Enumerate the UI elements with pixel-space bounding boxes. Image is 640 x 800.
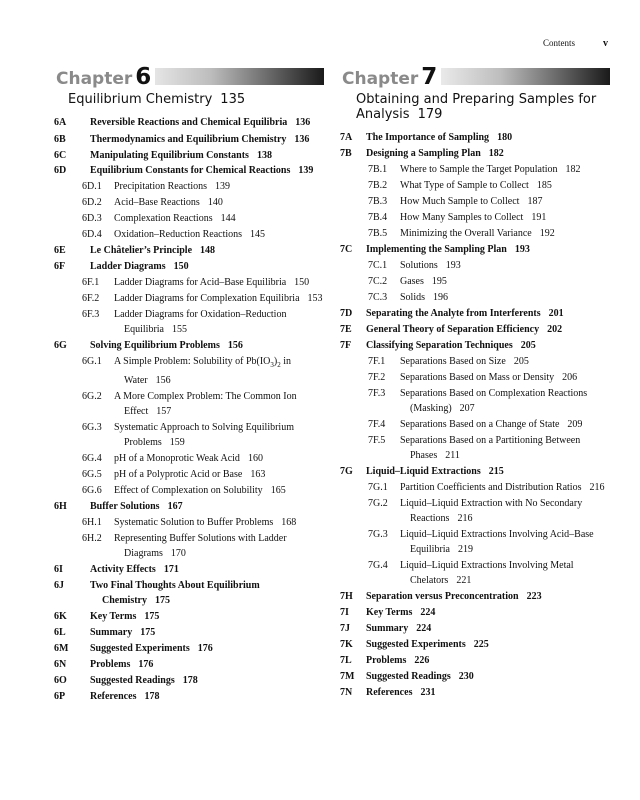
toc-entry-code: 6P [54, 691, 66, 702]
toc-entry[interactable] [56, 338, 324, 353]
toc-entry-title: Thermodynamics and Equilibrium Chemistry 136 [90, 134, 310, 145]
toc-entry-title: Activity Effects 171 [90, 564, 179, 575]
toc-entry-code: 6N [54, 659, 67, 670]
toc-entry[interactable] [56, 195, 324, 210]
toc-entry-page: 187 [527, 196, 543, 207]
toc-entry-page: 138 [256, 150, 272, 161]
toc-entry-code: 7G.4 [368, 560, 388, 571]
toc-entry-code: 6H.1 [82, 517, 102, 528]
chapter-title-text: Obtaining and Preparing Samples for Analysis [356, 92, 597, 122]
toc-entry-code: 6K [54, 611, 67, 622]
chapter-title [68, 92, 324, 107]
toc-entry-page: 180 [497, 132, 513, 143]
toc-entry-page: 175 [140, 627, 156, 638]
toc-entry-title: Liquid–Liquid Extractions 215 [366, 466, 504, 477]
toc-entry-title: A Simple Problem: Solubility of $Pb(IO_3)_2$ in Water 156 [114, 356, 292, 386]
toc-entry-page: 205 [513, 356, 529, 367]
toc-entry-title: Systematic Solution to Buffer Problems 168 [114, 517, 297, 528]
header-label: Contents [542, 38, 575, 48]
toc-entry-code: 7G.3 [368, 529, 388, 540]
toc-entry[interactable] [56, 625, 324, 640]
toc-entry[interactable] [342, 669, 610, 684]
toc-entry-page: 163 [250, 469, 266, 480]
toc-entry-code: 6D.3 [82, 213, 102, 224]
toc-entry-code: 6F [54, 261, 66, 272]
toc-entry[interactable] [342, 637, 610, 652]
toc-entry[interactable] [342, 464, 610, 479]
chapter-number: 7 [421, 64, 438, 90]
toc-entry-code: 6O [54, 675, 67, 686]
toc-entry-title: What Type of Sample to Collect 185 [400, 180, 552, 191]
toc-entry-title: Complexation Reactions 144 [114, 213, 236, 224]
toc-entry-code: 6L [54, 627, 66, 638]
toc-entry-page: 221 [456, 575, 472, 586]
toc-entry-code: 7I [340, 607, 349, 618]
toc-entry-code: 7C.1 [368, 260, 388, 271]
toc-entry[interactable] [56, 354, 324, 388]
toc-entry-page: 175 [155, 595, 170, 606]
toc-entry-title: Partition Coefficients and Distribution Ratios 216 [400, 482, 605, 493]
toc-entry-title: References 231 [366, 687, 436, 698]
toc-entry-code: 6E [54, 245, 66, 256]
toc-entry-code: 6H [54, 501, 67, 512]
toc-entry-title: Solids 196 [400, 292, 449, 303]
toc-entry[interactable] [56, 275, 324, 290]
toc-entry-code: 7D [340, 308, 353, 319]
toc-entry-title: Separations Based on a Change of State 209 [400, 419, 583, 430]
toc-entry[interactable] [342, 162, 610, 177]
toc-entry[interactable] [56, 673, 324, 688]
toc-entry-title: How Much Sample to Collect 187 [400, 196, 543, 207]
toc-entry-title: pH of a Polyprotic Acid or Base 163 [114, 469, 266, 480]
toc-entry[interactable] [342, 370, 610, 385]
toc-entry-title: Ladder Diagrams for Acid–Base Equilibria 150 [114, 277, 310, 288]
toc-entry-code: 7G [340, 466, 353, 477]
toc-entry-code: 7B.2 [368, 180, 388, 191]
toc-entry-page: 171 [163, 564, 179, 575]
toc-entry[interactable] [56, 291, 324, 306]
toc-entry-page: 223 [526, 591, 542, 602]
toc-entry-title: Effect of Complexation on Solubility 165 [114, 485, 286, 496]
toc-entry[interactable] [56, 132, 324, 147]
chapter-heading [56, 64, 155, 90]
toc-entry-code: 6H.2 [82, 533, 102, 544]
toc-entry-page: 195 [431, 276, 447, 287]
toc-entry-code: 7G.2 [368, 498, 388, 509]
toc-entry-code: 7B [340, 148, 352, 159]
toc-entry[interactable] [56, 148, 324, 163]
toc-entry-page: 215 [488, 466, 504, 477]
chapter-word: Chapter [342, 69, 419, 89]
chapter-6-column [56, 64, 324, 704]
toc-entry-page: 148 [200, 245, 216, 256]
toc-entry-page: 157 [156, 406, 172, 417]
toc-entry-code: 7G.1 [368, 482, 388, 493]
toc-entry-page: 193 [445, 260, 461, 271]
toc-entry-page: 167 [167, 501, 183, 512]
toc-entry[interactable] [56, 689, 324, 704]
toc-entry[interactable] [342, 480, 610, 495]
header-page-number: v [603, 38, 608, 49]
toc-entry-code: 7A [340, 132, 353, 143]
chapter-title-text: Equilibrium Chemistry [68, 92, 213, 107]
toc-entry[interactable] [342, 242, 610, 257]
toc-entry[interactable] [56, 515, 324, 530]
toc-entry[interactable] [56, 562, 324, 577]
toc-entry-title: Separation versus Preconcentration 223 [366, 591, 542, 602]
toc-entry[interactable] [56, 243, 324, 258]
toc-entry-page: 136 [294, 134, 310, 145]
toc-entry-title: Ladder Diagrams 150 [90, 261, 189, 272]
toc-entry-code: 6G.3 [82, 422, 102, 433]
toc-entry-page: 196 [433, 292, 449, 303]
toc-entry-title: The Importance of Sampling 180 [366, 132, 513, 143]
toc-entry-page: 216 [457, 513, 473, 524]
toc-entry-title: Summary 224 [366, 623, 432, 634]
chapter-7-column [342, 64, 610, 700]
toc-entry-code: 7F.3 [368, 388, 386, 399]
toc-entry-page: 156 [155, 375, 171, 386]
toc-entry-title: Separations Based on Complexation Reactions (Masking) 207 [400, 388, 588, 414]
toc-entry-page: 224 [416, 623, 432, 634]
toc-entry-title: A More Complex Problem: The Common Ion Effect 157 [114, 391, 297, 417]
toc-entry-page: 182 [565, 164, 581, 175]
toc-entry-code: 7E [340, 324, 352, 335]
toc-entry-page: 209 [567, 419, 583, 430]
toc-entry[interactable] [342, 258, 610, 273]
toc-entry-title: Suggested Readings 178 [90, 675, 198, 686]
toc-entry-page: 219 [458, 544, 473, 555]
toc-entry-code: 6M [54, 643, 69, 654]
toc-entry-title: Equilibrium Constants for Chemical Reactions 139 [90, 165, 314, 176]
toc-entry-page: 170 [170, 548, 186, 559]
toc-entry-code: 7N [340, 687, 353, 698]
toc-entry-title: Solving Equilibrium Problems 156 [90, 340, 243, 351]
toc-entry-title: Ladder Diagrams for Complexation Equilibria 153 [114, 293, 323, 304]
toc-entry-page: 201 [548, 308, 564, 319]
toc-entry[interactable] [342, 274, 610, 289]
toc-entry[interactable] [56, 499, 324, 514]
toc-entry[interactable] [342, 653, 610, 668]
toc-entry[interactable] [56, 531, 324, 561]
toc-entry-title: Representing Buffer Solutions with Ladder Diagrams 170 [114, 533, 287, 559]
toc-entry-page: 150 [294, 277, 310, 288]
toc-entry-page: 182 [488, 148, 504, 159]
chapter-heading [342, 64, 441, 90]
toc-entry-code: 6G.5 [82, 469, 102, 480]
toc-entry-page: 159 [169, 437, 185, 448]
toc-entry[interactable] [342, 194, 610, 209]
toc-entry-title: Key Terms 224 [366, 607, 436, 618]
toc-entry-code: 7L [340, 655, 352, 666]
toc-entry-title: Where to Sample the Target Population 182 [400, 164, 581, 175]
toc-entry-code: 6J [54, 580, 64, 591]
toc-entry-code: 7B.5 [368, 228, 388, 239]
toc-entry-code: 7F.5 [368, 435, 386, 446]
toc-entry-title: Reversible Reactions and Chemical Equilibria 136 [90, 117, 311, 128]
toc-entry-title: Minimizing the Overall Variance 192 [400, 228, 555, 239]
toc-entry[interactable] [56, 420, 324, 450]
toc-entry-page: 136 [295, 117, 311, 128]
toc-entry[interactable] [342, 621, 610, 636]
toc-entry[interactable] [56, 259, 324, 274]
toc-entry-code: 6D.1 [82, 181, 102, 192]
toc-entry-code: 7B.4 [368, 212, 388, 223]
toc-entry-title: Separations Based on a Partitioning Between Phases 211 [400, 435, 581, 461]
toc-entry-title: Implementing the Sampling Plan 193 [366, 244, 530, 255]
toc-entry-code: 6D [54, 165, 67, 176]
toc-entry-page: 176 [197, 643, 213, 654]
toc-entry-page: 139 [215, 181, 231, 192]
subscript: 2 [277, 361, 281, 369]
toc-entry-title: Classifying Separation Techniques 205 [366, 340, 536, 351]
toc-entry-code: 6G.4 [82, 453, 102, 464]
toc-entry-title: General Theory of Separation Efficiency 202 [366, 324, 563, 335]
toc-entry-code: 7C.2 [368, 276, 388, 287]
toc-entry[interactable] [56, 211, 324, 226]
toc-entry-page: 168 [281, 517, 297, 528]
toc-entry[interactable] [56, 641, 324, 656]
chapter-6-banner [56, 64, 324, 88]
toc-entry-code: 7F [340, 340, 352, 351]
toc-entry-code: 6G.2 [82, 391, 102, 402]
toc-entry-title: Suggested Experiments 225 [366, 639, 489, 650]
toc-entry-code: 6G.6 [82, 485, 102, 496]
toc-entry[interactable] [56, 307, 324, 337]
toc-entry-title: Buffer Solutions 167 [90, 501, 183, 512]
toc-entry-page: 224 [420, 607, 436, 618]
toc-entry-title: Liquid–Liquid Extraction with No Secondary Reactions 216 [400, 498, 583, 524]
chapter-title [356, 92, 610, 122]
toc-entry[interactable] [342, 178, 610, 193]
toc-entry-code: 7B.1 [368, 164, 388, 175]
toc-entry[interactable] [56, 609, 324, 624]
toc-entry-code: 7M [340, 671, 355, 682]
toc-entry-title: Manipulating Equilibrium Constants 138 [90, 150, 272, 161]
toc-entry-page: 155 [172, 324, 187, 335]
toc-entry-code: 7J [340, 623, 350, 634]
toc-entry[interactable] [342, 605, 610, 620]
toc-entry-title: How Many Samples to Collect 191 [400, 212, 547, 223]
toc-entry[interactable] [56, 451, 324, 466]
toc-entry-code: 6G.1 [82, 356, 102, 367]
toc-entry[interactable] [342, 558, 610, 588]
toc-entry-code: 7H [340, 591, 353, 602]
toc-entry-title: Suggested Readings 230 [366, 671, 474, 682]
toc-entry-page: 176 [138, 659, 154, 670]
toc-entry-code: 7F.1 [368, 356, 386, 367]
chapter-word: Chapter [56, 69, 133, 89]
toc-entry-page: 225 [473, 639, 489, 650]
toc-entry-title: Liquid–Liquid Extractions Involving Metal Chelators 221 [400, 560, 574, 586]
toc-entry-title: Problems 176 [90, 659, 154, 670]
toc-entry[interactable] [56, 163, 324, 178]
toc-entry-page: 192 [539, 228, 555, 239]
toc-entry[interactable] [342, 417, 610, 432]
toc-entry-title: Separations Based on Size 205 [400, 356, 529, 367]
toc-entry[interactable] [342, 386, 610, 416]
toc-entry-code: 7C [340, 244, 353, 255]
toc-entry-code: 6F.2 [82, 293, 100, 304]
toc-entry-code: 6I [54, 564, 63, 575]
toc-entry-page: 231 [420, 687, 436, 698]
toc-entry-page: 211 [445, 450, 460, 461]
toc-entry-title: Key Terms 175 [90, 611, 160, 622]
toc-entry-title: Liquid–Liquid Extractions Involving Acid–Base Equilibria 219 [400, 529, 594, 555]
toc-entry-code: 6B [54, 134, 66, 145]
toc-entry[interactable] [56, 467, 324, 482]
toc-entry[interactable] [56, 578, 324, 608]
toc-entry-code: 7C.3 [368, 292, 388, 303]
toc-entry[interactable] [56, 389, 324, 419]
toc-entry-page: 178 [182, 675, 198, 686]
toc-entry-page: 206 [562, 372, 578, 383]
toc-entry-title: Ladder Diagrams for Oxidation–Reduction Equilibria 155 [114, 309, 287, 335]
toc-entry-page: 230 [458, 671, 474, 682]
toc-entry-title: Two Final Thoughts About Equilibrium Chemistry 175 [90, 580, 260, 606]
toc-entry-title: Le Châtelier’s Principle 148 [90, 245, 216, 256]
toc-entry-title: Problems 226 [366, 655, 430, 666]
chapter-number: 6 [135, 64, 152, 90]
toc-entry-title: Summary 175 [90, 627, 156, 638]
banner-gradient-bar [412, 68, 610, 85]
toc-entry-title: Separations Based on Mass or Density 206 [400, 372, 578, 383]
toc-entry[interactable] [342, 226, 610, 241]
toc-entry[interactable] [342, 433, 610, 463]
toc-entry-page: 140 [207, 197, 223, 208]
toc-entry-title: Systematic Approach to Solving Equilibrium Problems 159 [114, 422, 294, 448]
toc-entry-page: 139 [298, 165, 314, 176]
toc-entry-code: 7K [340, 639, 353, 650]
toc-entry[interactable] [342, 338, 610, 353]
toc-entry-page: 191 [531, 212, 547, 223]
toc-entry-code: 6A [54, 117, 67, 128]
toc-entry[interactable] [342, 146, 610, 161]
toc-entry-page: 205 [520, 340, 536, 351]
toc-entry-title: Suggested Experiments 176 [90, 643, 213, 654]
toc-entry[interactable] [342, 685, 610, 700]
toc-entry-code: 6F.1 [82, 277, 100, 288]
toc-entry[interactable] [56, 179, 324, 194]
toc-entry-code: 7F.4 [368, 419, 386, 430]
toc-entry-title: Designing a Sampling Plan 182 [366, 148, 504, 159]
toc-entry-page: 144 [220, 213, 236, 224]
chapter-7-banner [342, 64, 610, 88]
toc-entry-title: Separating the Analyte from Interferents 201 [366, 308, 564, 319]
toc-entry-page: 153 [307, 293, 323, 304]
toc-entry[interactable] [56, 227, 324, 242]
toc-entry-page: 193 [514, 244, 530, 255]
subscript: 3 [270, 361, 274, 369]
running-header [543, 38, 608, 49]
toc-entry[interactable] [342, 527, 610, 557]
toc-entry-page: 207 [459, 403, 475, 414]
toc-entry-code: 6F.3 [82, 309, 100, 320]
toc-entry[interactable] [342, 306, 610, 321]
toc-list-chapter-7 [342, 130, 610, 700]
toc-entry-page: 156 [227, 340, 243, 351]
toc-entry-page: 160 [247, 453, 263, 464]
toc-entry-code: 6C [54, 150, 67, 161]
toc-entry[interactable] [56, 483, 324, 498]
toc-entry-code: 7B.3 [368, 196, 388, 207]
toc-entry[interactable] [342, 322, 610, 337]
toc-entry[interactable] [342, 210, 610, 225]
toc-entry-title: pH of a Monoprotic Weak Acid 160 [114, 453, 263, 464]
toc-entry[interactable] [342, 290, 610, 305]
toc-entry-page: 150 [173, 261, 189, 272]
toc-entry[interactable] [342, 354, 610, 369]
toc-entry-page: 226 [414, 655, 430, 666]
toc-entry-title: Oxidation–Reduction Reactions 145 [114, 229, 266, 240]
toc-entry[interactable] [342, 589, 610, 604]
toc-list-chapter-6 [56, 115, 324, 704]
toc-entry-code: 7F.2 [368, 372, 386, 383]
toc-entry-page: 145 [250, 229, 266, 240]
toc-entry[interactable] [56, 115, 324, 130]
toc-entry-page: 175 [144, 611, 160, 622]
toc-entry-code: 6D.4 [82, 229, 102, 240]
toc-entry[interactable] [56, 657, 324, 672]
chapter-title-page: 179 [417, 107, 443, 122]
toc-entry-page: 216 [589, 482, 605, 493]
chapter-title-page: 135 [220, 92, 246, 107]
toc-entry-title: Solutions 193 [400, 260, 461, 271]
toc-entry-page: 178 [144, 691, 160, 702]
toc-entry-page: 202 [547, 324, 563, 335]
toc-entry-title: Gases 195 [400, 276, 447, 287]
toc-entry[interactable] [342, 496, 610, 526]
toc-entry-code: 6G [54, 340, 67, 351]
toc-entry-title: Precipitation Reactions 139 [114, 181, 231, 192]
toc-entry-code: 6D.2 [82, 197, 102, 208]
toc-entry-title: Acid–Base Reactions 140 [114, 197, 223, 208]
toc-entry[interactable] [342, 130, 610, 145]
toc-entry-title: References 178 [90, 691, 160, 702]
toc-entry-page: 165 [270, 485, 286, 496]
toc-entry-page: 185 [536, 180, 552, 191]
